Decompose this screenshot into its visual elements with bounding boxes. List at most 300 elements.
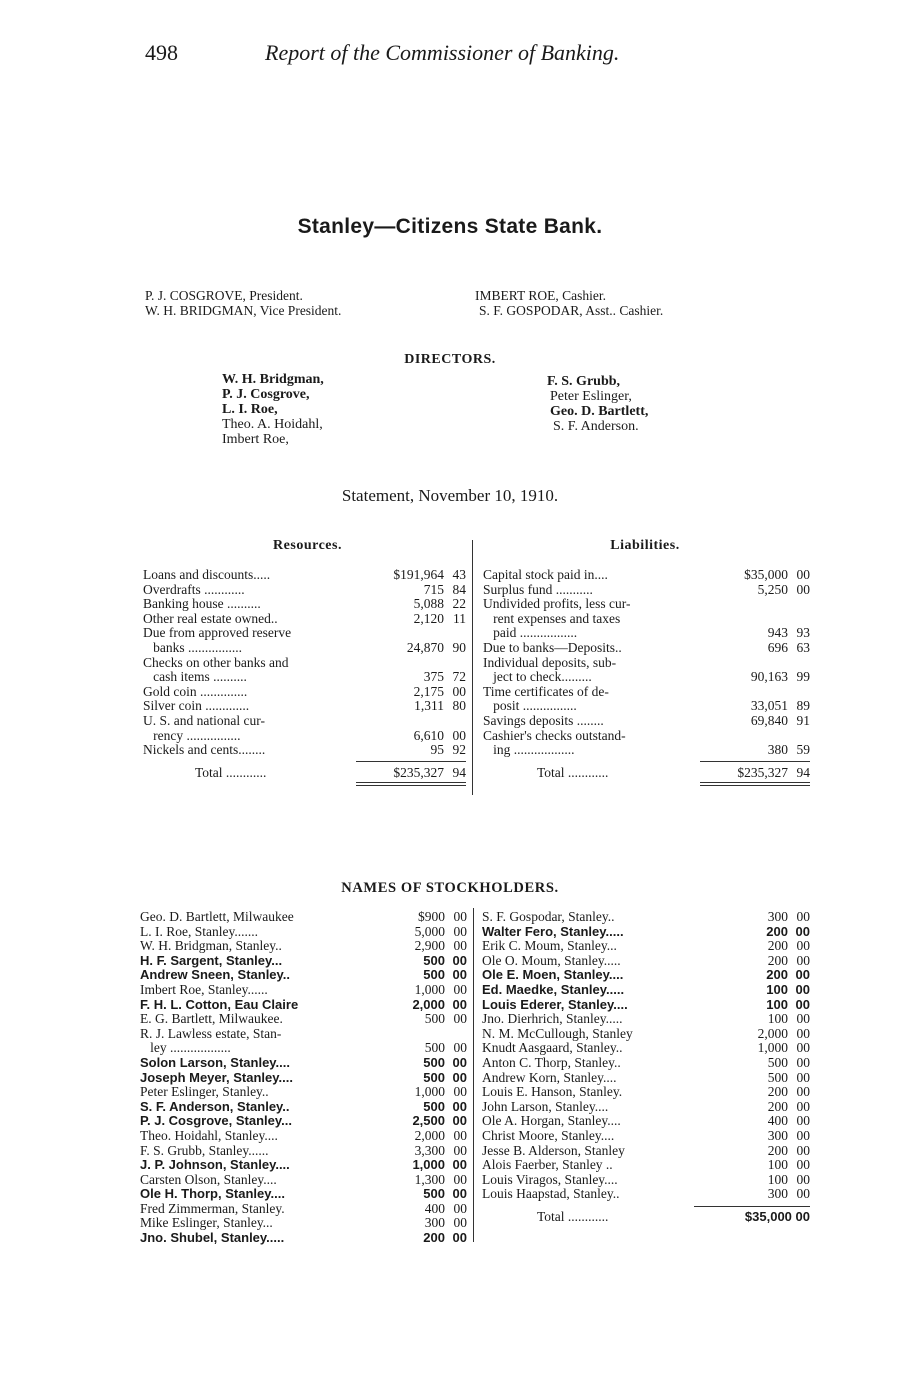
stockholder-row-label: Louis E. Hanson, Stanley. (482, 1085, 623, 1100)
stockholder-row-label: Anton C. Thorp, Stanley.. (482, 1055, 621, 1070)
stockholder-row-cents: 00 (453, 1084, 467, 1100)
liability-row-dollars: 943 (767, 625, 788, 641)
stockholder-row (482, 998, 810, 1013)
stockholder-row (482, 1173, 810, 1188)
liability-row-dollars (700, 729, 788, 744)
stockholder-row (482, 1158, 810, 1173)
stockholder-row (140, 1012, 467, 1027)
liability-row-dollars: 380 (767, 742, 788, 758)
stockholder-row-cents: 00 (453, 909, 467, 924)
stockholders-left (140, 910, 467, 1246)
resource-row-label: U. S. and national cur- (143, 713, 265, 728)
resource-row-label: Banking house .......... (143, 597, 261, 612)
liability-row (483, 714, 810, 729)
resource-row-label: Overdrafts ............ (143, 582, 245, 597)
stockholder-row-label: P. J. Cosgrove, Stanley... (140, 1114, 292, 1129)
stockholder-row-dollars: 2,000 (757, 1025, 788, 1041)
stockholder-row-dollars: 300 (767, 1127, 788, 1143)
stockholder-row-label: Carsten Olson, Stanley.... (140, 1172, 277, 1187)
stockholder-row (482, 983, 810, 998)
resources-table (143, 568, 466, 786)
stockholder-row-dollars: 100 (767, 1157, 788, 1173)
stockholder-row-dollars: 5,000 (414, 923, 445, 939)
liability-row-cents: 59 (796, 742, 810, 758)
resource-row-cents: 84 (452, 581, 466, 597)
resource-row-dollars (356, 656, 444, 671)
liabilities-total-cents: 94 (796, 764, 810, 780)
running-title: Report of the Commissioner of Banking. (265, 40, 620, 65)
stockholder-row (482, 968, 810, 983)
stockholder-row-cents: 00 (452, 952, 467, 968)
resource-row-cents (444, 714, 466, 729)
stockholder-row-dollars: 200 (767, 1142, 788, 1158)
stockholder-row-cents: 00 (453, 981, 467, 997)
stockholder-row-dollars: 200 (766, 967, 788, 983)
stockholder-row (140, 998, 467, 1013)
resource-row-cents: 00 (452, 683, 466, 699)
stockholder-row-dollars: 1,000 (757, 1040, 788, 1056)
liability-row-cents (788, 597, 810, 612)
liability-row-label: ing .................. (483, 743, 575, 758)
stockholder-row-dollars: 500 (767, 1069, 788, 1085)
officer-line: P. J. COSGROVE, President. (145, 288, 303, 303)
liability-row-cents: 91 (796, 712, 810, 728)
stockholder-row-cents: 00 (795, 923, 810, 939)
stockholder-row (140, 1041, 467, 1056)
stockholder-row-label: W. H. Bridgman, Stanley.. (140, 939, 282, 954)
resource-row-cents: 00 (452, 727, 466, 743)
resource-row (143, 656, 466, 671)
stockholder-row-cents: 00 (795, 967, 810, 983)
stockholder-row (140, 1114, 467, 1129)
bank-title: Stanley—Citizens State Bank. (297, 215, 603, 238)
stockholder-row (140, 1173, 467, 1188)
resource-row (143, 699, 466, 714)
liability-row-dollars: 696 (767, 639, 788, 655)
liabilities-double-rule (483, 782, 810, 786)
resources-total-cents: 94 (452, 764, 466, 780)
stockholder-row-label: Fred Zimmerman, Stanley. (140, 1201, 285, 1216)
liability-row-cents: 89 (796, 698, 810, 714)
stockholder-row-cents: 00 (796, 1084, 810, 1100)
stockholder-row (140, 1100, 467, 1115)
resource-row-label: Other real estate owned.. (143, 611, 278, 626)
resources-heading: Resources. (273, 538, 342, 553)
stockholder-row-cents: 00 (796, 1186, 810, 1202)
liability-row-cents (788, 729, 810, 744)
stockholder-row (482, 925, 810, 940)
stockholder-row-label: E. G. Bartlett, Milwaukee. (140, 1012, 283, 1027)
directors-right (547, 374, 648, 434)
liabilities-table (483, 568, 810, 786)
stockholder-row (140, 1158, 467, 1173)
stockholder-row-dollars: 2,900 (414, 938, 445, 954)
officer-line: W. H. BRIDGMAN, Vice President. (145, 303, 342, 318)
resource-row-label: Loans and discounts..... (143, 568, 271, 582)
director-name: Peter Eslinger, (550, 389, 632, 404)
liability-row-dollars (700, 597, 788, 612)
stockholder-row (140, 1071, 467, 1086)
resource-row-label: Checks on other banks and (143, 655, 289, 670)
resource-row (143, 743, 466, 758)
liabilities-rule (483, 761, 810, 762)
resource-row-cents: 11 (453, 610, 466, 626)
stockholder-row-dollars: 400 (424, 1200, 445, 1216)
liability-row (483, 685, 810, 700)
stockholders-divider (473, 908, 474, 1242)
liability-row (483, 743, 810, 758)
liabilities-total-label: Total ............ (537, 765, 609, 780)
stockholder-row-cents: 00 (453, 1127, 467, 1143)
stockholder-row-label: Christ Moore, Stanley.... (482, 1128, 615, 1143)
stockholder-row-label: Jno. Shubel, Stanley..... (140, 1231, 285, 1246)
liability-row-label: Savings deposits ........ (483, 713, 604, 728)
liability-row-label: rent expenses and taxes (483, 611, 621, 626)
resource-row-dollars: 715 (423, 581, 444, 597)
resource-row-dollars: 6,610 (413, 727, 444, 743)
director-name: P. J. Cosgrove, (222, 387, 310, 402)
resource-row-label: cash items .......... (143, 670, 247, 685)
stockholder-row (140, 939, 467, 954)
liability-row-label: posit ................ (483, 699, 577, 714)
statement-title: Statement, November 10, 1910. (341, 486, 559, 505)
liability-row (483, 612, 810, 627)
stockholder-row-cents: 00 (452, 1098, 467, 1114)
stockholder-row-label: Andrew Korn, Stanley.... (482, 1070, 617, 1085)
stockholder-row-cents: 00 (796, 1127, 810, 1143)
resource-row (143, 685, 466, 700)
liability-row-label: Undivided profits, less cur- (483, 597, 631, 612)
stockholder-row-label: John Larson, Stanley.... (482, 1099, 609, 1114)
stockholder-row-dollars: 500 (423, 952, 445, 968)
stockholder-row-label: Mike Eslinger, Stanley... (140, 1216, 273, 1231)
stockholder-row-dollars: 100 (767, 1171, 788, 1187)
stockholders-total-label: Total ............ (537, 1209, 609, 1224)
liability-row (483, 656, 810, 671)
resource-row-cents: 90 (452, 639, 466, 655)
stockholder-row-dollars: 200 (767, 938, 788, 954)
stockholder-row-label: Louis Ederer, Stanley.... (482, 997, 628, 1012)
stockholder-row-dollars: 100 (766, 996, 788, 1012)
stockholder-row-dollars (379, 1027, 445, 1042)
stockholder-row-cents: 00 (452, 996, 467, 1012)
stockholder-row-cents: 00 (453, 1200, 467, 1216)
stockholder-row (140, 968, 467, 983)
stockholder-row-cents: 00 (796, 1142, 810, 1158)
stockholder-row-label: Alois Faerber, Stanley .. (482, 1158, 613, 1173)
stockholder-row-dollars: 500 (423, 1186, 445, 1202)
stockholder-row-cents: 00 (453, 1142, 467, 1158)
stockholder-row-dollars: 300 (767, 1186, 788, 1202)
resource-row-dollars: 95 (430, 742, 444, 758)
resource-row-cents: 92 (452, 742, 466, 758)
liability-row (483, 641, 810, 656)
liability-row (483, 670, 810, 685)
resource-row (143, 670, 466, 685)
directors-heading: DIRECTORS. (404, 352, 496, 367)
resource-row-dollars: 5,088 (413, 596, 444, 612)
resource-row (143, 626, 466, 641)
director-name: W. H. Bridgman, (222, 372, 324, 387)
liability-row-dollars: 90,163 (750, 669, 788, 685)
column-divider (472, 540, 473, 795)
stockholder-row-label: Erik C. Moum, Stanley... (482, 939, 617, 954)
stockholder-row-dollars: 200 (767, 1098, 788, 1114)
stockholder-row-cents: 00 (453, 938, 467, 954)
stockholder-row-label: Peter Eslinger, Stanley.. (140, 1085, 269, 1100)
stockholder-row-dollars: 100 (767, 1011, 788, 1027)
stockholder-row-cents: 00 (796, 1054, 810, 1070)
stockholder-row-label: Ole O. Moum, Stanley..... (482, 953, 621, 968)
director-name: Theo. A. Hoidahl, (222, 417, 323, 432)
liabilities-rows (483, 568, 810, 758)
resource-row-cents: 72 (452, 669, 466, 685)
resource-row-dollars: 375 (423, 669, 444, 685)
director-name: Geo. D. Bartlett, (550, 404, 649, 419)
stockholder-row (140, 983, 467, 998)
stockholder-row (482, 1056, 810, 1071)
resource-row-label: Gold coin .............. (143, 684, 248, 699)
stockholder-row-cents: 00 (796, 1011, 810, 1027)
stockholder-row-label: Ole A. Horgan, Stanley.... (482, 1114, 621, 1129)
stockholder-row-cents: 00 (453, 923, 467, 939)
stockholder-row (140, 910, 467, 925)
stockholders-left-rows (140, 910, 467, 1246)
liability-row-label: Surplus fund ........... (483, 582, 593, 597)
liability-row-cents: 93 (796, 625, 810, 641)
liability-row (483, 729, 810, 744)
liabilities-total-row (483, 766, 810, 781)
resource-row-dollars (356, 714, 444, 729)
resources-total-label: Total ............ (195, 765, 267, 780)
resource-row (143, 714, 466, 729)
stockholder-row-label: Joseph Meyer, Stanley.... (140, 1070, 293, 1085)
directors-left (222, 372, 324, 447)
director-name: Imbert Roe, (222, 432, 289, 447)
liability-row-label: ject to check......... (483, 670, 592, 685)
stockholder-row-label: Louis Haapstad, Stanley.. (482, 1187, 620, 1202)
liabilities-heading: Liabilities. (610, 538, 680, 553)
stockholder-row-label: Knudt Aasgaard, Stanley.. (482, 1041, 623, 1056)
stockholder-row (482, 1129, 810, 1144)
liability-row (483, 699, 810, 714)
stockholder-row-label: Louis Viragos, Stanley.... (482, 1172, 618, 1187)
liability-row (483, 597, 810, 612)
stockholder-row (482, 1144, 810, 1159)
stockholder-row-dollars: 500 (423, 1069, 445, 1085)
liability-row-label: Capital stock paid in.... (483, 568, 608, 582)
stockholder-row-label: L. I. Roe, Stanley....... (140, 924, 258, 939)
stockholder-row-cents: 00 (796, 909, 810, 924)
stockholder-row-label: S. F. Anderson, Stanley.. (140, 1099, 290, 1114)
resource-row-dollars (356, 626, 444, 641)
stockholder-row-label: Ole E. Moen, Stanley.... (482, 968, 624, 983)
stockholder-row-label: J. P. Johnson, Stanley.... (140, 1158, 290, 1173)
stockholders-total-amount: $35,000 00 (744, 1208, 810, 1224)
stockholder-row (140, 1202, 467, 1217)
liability-row-cents: 00 (796, 581, 810, 597)
resource-row (143, 597, 466, 612)
stockholder-row (140, 925, 467, 940)
stockholder-row-cents: 00 (452, 1230, 467, 1246)
stockholder-row-cents: 00 (453, 1171, 467, 1187)
stockholder-row-label: Ole H. Thorp, Stanley.... (140, 1187, 285, 1202)
stockholder-row-cents: 00 (796, 1098, 810, 1114)
stockholder-row-label: Andrew Sneen, Stanley.. (140, 968, 291, 983)
director-name: F. S. Grubb, (547, 374, 621, 389)
resources-total-row (143, 766, 466, 781)
stockholder-row-label: Jesse B. Alderson, Stanley (482, 1143, 625, 1158)
officers-right (475, 288, 663, 318)
stockholder-row-dollars: 3,300 (414, 1142, 445, 1158)
stockholder-row-dollars: 500 (424, 1040, 445, 1056)
liabilities-total-dollars: $235,327 (737, 764, 788, 780)
stockholder-row-dollars: 200 (423, 1230, 445, 1246)
stockholder-row (482, 1027, 810, 1042)
stockholder-row-dollars: 500 (423, 1098, 445, 1114)
stockholder-row-cents: 00 (453, 1215, 467, 1231)
stockholder-row (482, 1100, 810, 1115)
stockholder-row-label: R. J. Lawless estate, Stan- (140, 1026, 282, 1041)
resource-row-label: Silver coin ............. (143, 699, 250, 714)
resources-rule (143, 761, 466, 762)
liability-row-dollars: $35,000 (744, 567, 788, 582)
resources-rows (143, 568, 466, 758)
liability-row-dollars: 5,250 (757, 581, 788, 597)
stockholder-row (140, 1027, 467, 1042)
stockholder-row-label: H. F. Sargent, Stanley... (140, 953, 283, 968)
director-name: S. F. Anderson. (553, 419, 639, 434)
stockholders-right-rows (482, 910, 810, 1202)
officers-left (145, 288, 341, 318)
resource-row (143, 568, 466, 583)
stockholder-row-dollars: 2,500 (412, 1113, 445, 1129)
stockholder-row (482, 1012, 810, 1027)
resources-total-dollars: $235,327 (393, 764, 444, 780)
resource-row-cents (444, 656, 466, 671)
stockholder-row-dollars: 500 (423, 1054, 445, 1070)
stockholder-row-cents: 00 (452, 1113, 467, 1129)
stockholder-row-label: Theo. Hoidahl, Stanley.... (140, 1128, 278, 1143)
stockholder-row (482, 1114, 810, 1129)
stockholder-row-cents: 00 (796, 1040, 810, 1056)
stockholder-row-cents: 00 (452, 1157, 467, 1173)
stockholder-row-cents: 00 (796, 938, 810, 954)
stockholder-row-cents: 00 (796, 952, 810, 968)
resource-row-dollars: 2,120 (413, 610, 444, 626)
liability-row-dollars: 69,840 (750, 712, 788, 728)
stockholder-row (482, 1041, 810, 1056)
resource-row-label: banks ................ (143, 640, 242, 655)
stockholder-row-dollars: 100 (766, 981, 788, 997)
stockholder-row-dollars: 1,000 (414, 981, 445, 997)
stockholder-row (482, 954, 810, 969)
stockholder-row-cents: 00 (796, 1113, 810, 1129)
liability-row (483, 626, 810, 641)
liability-row-label: paid ................. (483, 626, 578, 641)
stockholder-row-cents: 00 (452, 967, 467, 983)
liability-row-label: Individual deposits, sub- (483, 655, 617, 670)
liability-row-cents: 63 (796, 639, 810, 655)
resource-row (143, 641, 466, 656)
liability-row-dollars (700, 685, 788, 700)
resource-row-dollars: 1,311 (414, 698, 444, 714)
resource-row (143, 583, 466, 598)
stockholder-row-cents: 00 (452, 1054, 467, 1070)
stockholder-row-label: ley .................. (140, 1041, 231, 1056)
resource-row-cents: 43 (452, 567, 466, 582)
resource-row (143, 729, 466, 744)
resource-row-dollars: 2,175 (413, 683, 444, 699)
liability-row-dollars (700, 656, 788, 671)
stockholder-row (482, 939, 810, 954)
stockholder-row-cents: 00 (795, 996, 810, 1012)
stockholders-total-row (482, 1210, 810, 1225)
stockholder-row-cents: 00 (452, 1069, 467, 1085)
stockholder-row-dollars: 200 (767, 952, 788, 968)
stockholder-row-label: Jno. Dierhrich, Stanley..... (482, 1012, 623, 1027)
stockholder-row (482, 1071, 810, 1086)
stockholder-row (140, 1056, 467, 1071)
stockholder-row-cents: 00 (796, 1069, 810, 1085)
resource-row (143, 612, 466, 627)
stockholder-row-dollars: 500 (424, 1011, 445, 1027)
resource-row-dollars: $191,964 (393, 567, 444, 582)
resource-row-cents (444, 626, 466, 641)
stockholder-row (482, 1187, 810, 1202)
stockholder-row-cents: 00 (796, 1171, 810, 1187)
stockholders-right (482, 910, 810, 1224)
stockholder-row-cents: 00 (452, 1186, 467, 1202)
page-number: 498 (145, 40, 178, 65)
stockholder-row (140, 954, 467, 969)
resource-row-label: Nickels and cents........ (143, 743, 266, 758)
stockholder-row-cents (445, 1027, 467, 1042)
liability-row-dollars: 33,051 (750, 698, 788, 714)
stockholder-row-cents: 00 (795, 981, 810, 997)
stockholder-row-dollars: 400 (767, 1113, 788, 1129)
resource-row-label: rency ................ (143, 728, 241, 743)
resource-row-label: Due from approved reserve (143, 626, 292, 641)
stockholder-row-dollars: 500 (423, 967, 445, 983)
stockholder-row-label: S. F. Gospodar, Stanley.. (482, 910, 615, 924)
stockholder-row (482, 910, 810, 925)
officer-line: S. F. GOSPODAR, Asst.. Cashier. (479, 303, 664, 318)
stockholder-row-dollars: $900 (418, 909, 445, 924)
resource-row-cents: 80 (452, 698, 466, 714)
liability-row-cents: 99 (796, 669, 810, 685)
stockholder-row-label: F. S. Grubb, Stanley...... (140, 1143, 269, 1158)
stockholder-row (140, 1144, 467, 1159)
stockholder-row-dollars: 300 (424, 1215, 445, 1231)
stockholder-row-label: F. H. L. Cotton, Eau Claire (140, 997, 299, 1012)
liability-row-label: Time certificates of de- (483, 684, 609, 699)
stockholder-row-cents: 00 (796, 1157, 810, 1173)
liability-row-cents (788, 656, 810, 671)
liability-row-cents (788, 612, 810, 627)
officer-line: IMBERT ROE, Cashier. (475, 288, 606, 303)
stockholder-row-cents: 00 (453, 1011, 467, 1027)
resource-row-cents: 22 (452, 596, 466, 612)
liability-row-cents: 00 (796, 567, 810, 582)
stockholders-rule (482, 1206, 810, 1207)
stockholder-row-dollars: 200 (767, 1084, 788, 1100)
liability-row-label: Due to banks—Deposits.. (483, 640, 622, 655)
stockholder-row-dollars: 1,300 (414, 1171, 445, 1187)
liability-row-cents (788, 685, 810, 700)
stockholder-row-dollars: 2,000 (412, 996, 445, 1012)
stockholder-row-dollars: 1,000 (414, 1084, 445, 1100)
